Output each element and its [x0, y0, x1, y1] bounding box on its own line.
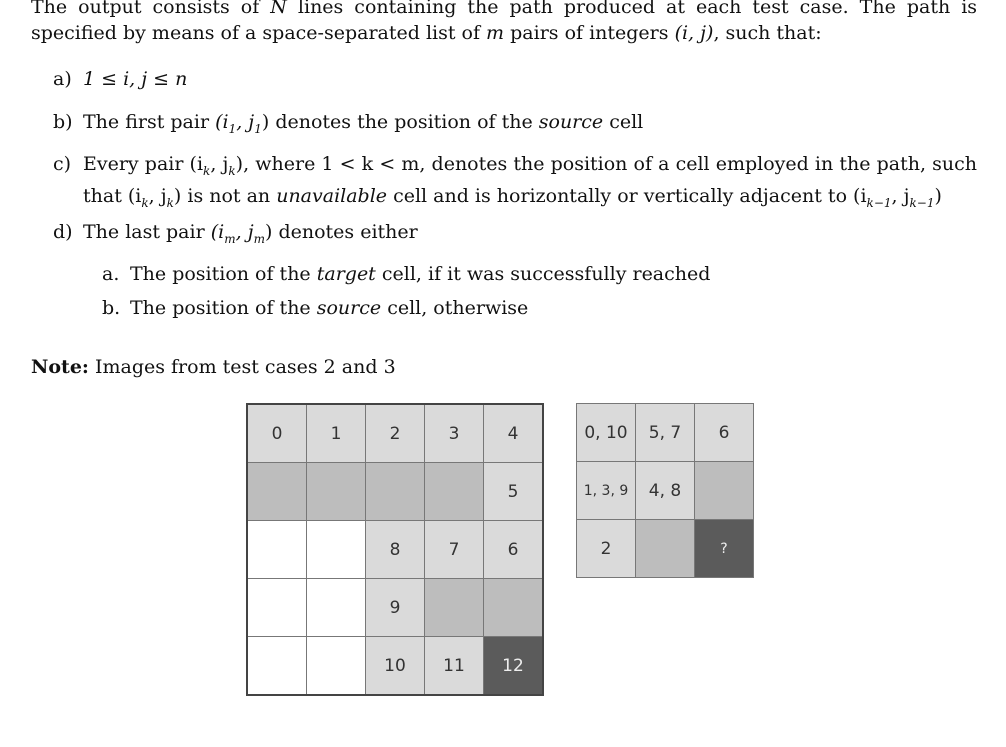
grid-cell-empty [247, 579, 307, 637]
item-text: The last pair ($i_m$, $j_m$) denotes either [83, 221, 418, 246]
grid-cell: 4 [484, 404, 544, 463]
note-label: Note: [31, 356, 89, 378]
grid-cell-unavailable [695, 462, 754, 520]
grid-cell-empty [307, 579, 366, 637]
grid-cell: 9 [366, 579, 425, 637]
intro-text-1: The output consists of [31, 0, 260, 18]
var-N: N [270, 0, 287, 18]
item-label: c) [53, 153, 72, 175]
item-label: a) [53, 68, 72, 90]
grid-cell: 6 [484, 521, 544, 579]
grid-cell: 6 [695, 404, 754, 462]
grid-cell: 2 [577, 520, 636, 578]
grid-cell-empty [247, 637, 307, 696]
grid-cell-unavailable [247, 463, 307, 521]
grid-cell: 1, 3, 9 [577, 462, 636, 520]
grid-cell: 3 [425, 404, 484, 463]
item-text: 1 ≤ i, j ≤ n [83, 68, 188, 90]
grid-cell: 10 [366, 637, 425, 696]
test-case-2-grid [246, 403, 544, 696]
item-text: Every pair ($i_k$, $j_k$), where 1 < k < m, denotes the position of a cell employed in the path, such that ($i_k$, $j_k$) is not an unavailable cell and is horizontally or vertically adjacent to ($i_{k-1}$, $j_{k-1}$) [83, 153, 977, 210]
grid-cell-empty [307, 637, 366, 696]
intro-text-3: pairs of integers [510, 22, 669, 44]
grid-cell: 11 [425, 637, 484, 696]
item-text: The first pair ($i_1$, $j_1$) denotes the position of the source cell [83, 111, 644, 136]
grid-cell: 5, 7 [636, 404, 695, 462]
grid-cell: 2 [366, 404, 425, 463]
grid-cell-unavailable [636, 520, 695, 578]
output-description [31, 0, 977, 46]
grid-cell: 1 [307, 404, 366, 463]
intro-text-4: , such that: [713, 22, 822, 44]
grid-cell-unavailable [307, 463, 366, 521]
item-label: d) [53, 221, 73, 243]
var-m: m [486, 22, 505, 44]
grid-cell-unavailable [425, 579, 484, 637]
grid-cell-empty [307, 521, 366, 579]
grid-cell: 4, 8 [636, 462, 695, 520]
grid-cell: 8 [366, 521, 425, 579]
subitem-label: a. [102, 263, 120, 285]
grid-cell-unavailable [366, 463, 425, 521]
intro-text-2: lines containing the path produced at each test case. The path is specified by means of a space-separated list of [31, 0, 978, 44]
grid-cell-target: 12 [484, 637, 544, 696]
subitem-label: b. [102, 297, 121, 319]
test-case-3-grid [576, 403, 754, 578]
grid-cell-unavailable [484, 579, 544, 637]
pair-ij: (i, j) [674, 22, 714, 44]
grid-cell-unavailable [425, 463, 484, 521]
item-label: b) [53, 111, 73, 133]
subitem-text: The position of the target cell, if it was successfully reached [130, 263, 711, 285]
note-text: Images from test cases 2 and 3 [94, 356, 396, 378]
grid-cell: 7 [425, 521, 484, 579]
grid-cell-target: ? [695, 520, 754, 578]
grid-cell: 0, 10 [577, 404, 636, 462]
grid-cell: 5 [484, 463, 544, 521]
grid-cell-empty [247, 521, 307, 579]
subitem-text: The position of the source cell, otherwise [130, 297, 529, 319]
grid-cell: 0 [247, 404, 307, 463]
note [31, 354, 396, 380]
